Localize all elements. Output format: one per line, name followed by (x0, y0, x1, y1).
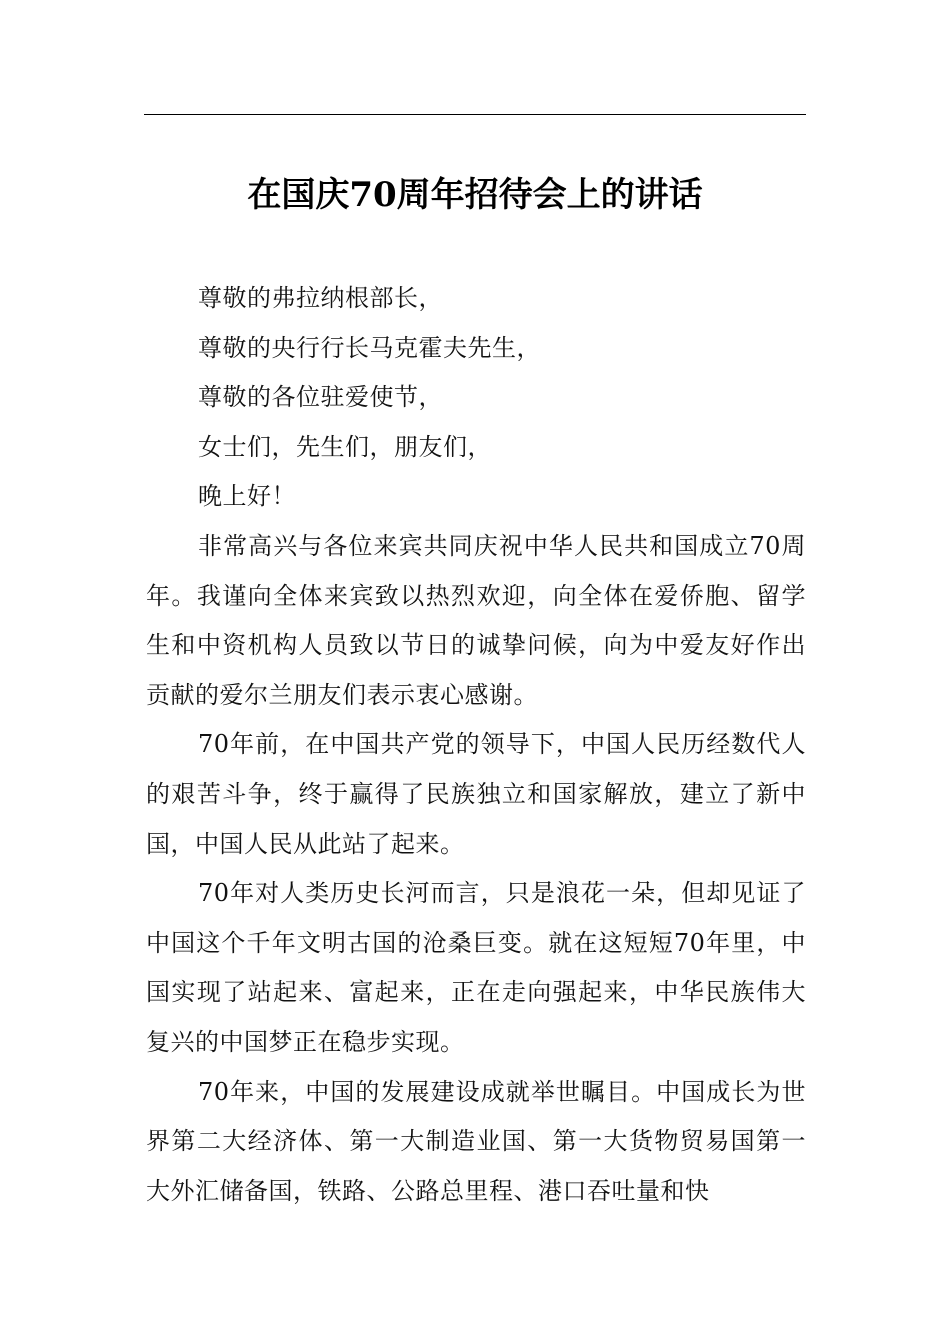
paragraph-history: 70年对人类历史长河而言，只是浪花一朵，但却见证了中国这个千年文明古国的沧桑巨变。就在这短短70年里，中国实现了站起来、富起来，正在走向强起来，中华民族伟大复兴的中国梦正在稳步实现。 (146, 879, 806, 1056)
salutation-guests: 女士们，先生们，朋友们， (198, 432, 492, 461)
paragraph-achievements: 70年来，中国的发展建设成就举世瞩目。中国成长为世界第二大经济体、第一大制造业国、第一大货物贸易国第一大外汇储备国，铁路、公路总里程、港口吞吐量和快 (146, 1077, 806, 1205)
paragraph-founding: 70年前，在中国共产党的领导下，中国人民历经数代人的艰苦斗争，终于赢得了民族独立和国家解放，建立了新中国，中国人民从此站了起来。 (146, 730, 806, 858)
document-body (146, 274, 806, 1216)
salutation-minister: 尊敬的弗拉纳根部长， (198, 284, 443, 312)
salutation-governor: 尊敬的央行行长马克霍夫先生， (198, 333, 541, 362)
salutation-envoys: 尊敬的各位驻爱使节， (198, 383, 443, 412)
paragraph-welcome: 非常高兴与各位来宾共同庆祝中华人民共和国成立70周年。我谨向全体来宾致以热烈欢迎，向全体在爱侨胞、留学生和中资机构人员致以节日的诚挚问候，向为中爱友好作出贡献的爱尔兰朋友们表示衷心感谢。 (146, 531, 806, 709)
greeting: 晚上好！ (198, 482, 296, 511)
document-title: 在国庆70周年招待会上的讲话 (247, 175, 703, 215)
header-rule (144, 114, 806, 115)
